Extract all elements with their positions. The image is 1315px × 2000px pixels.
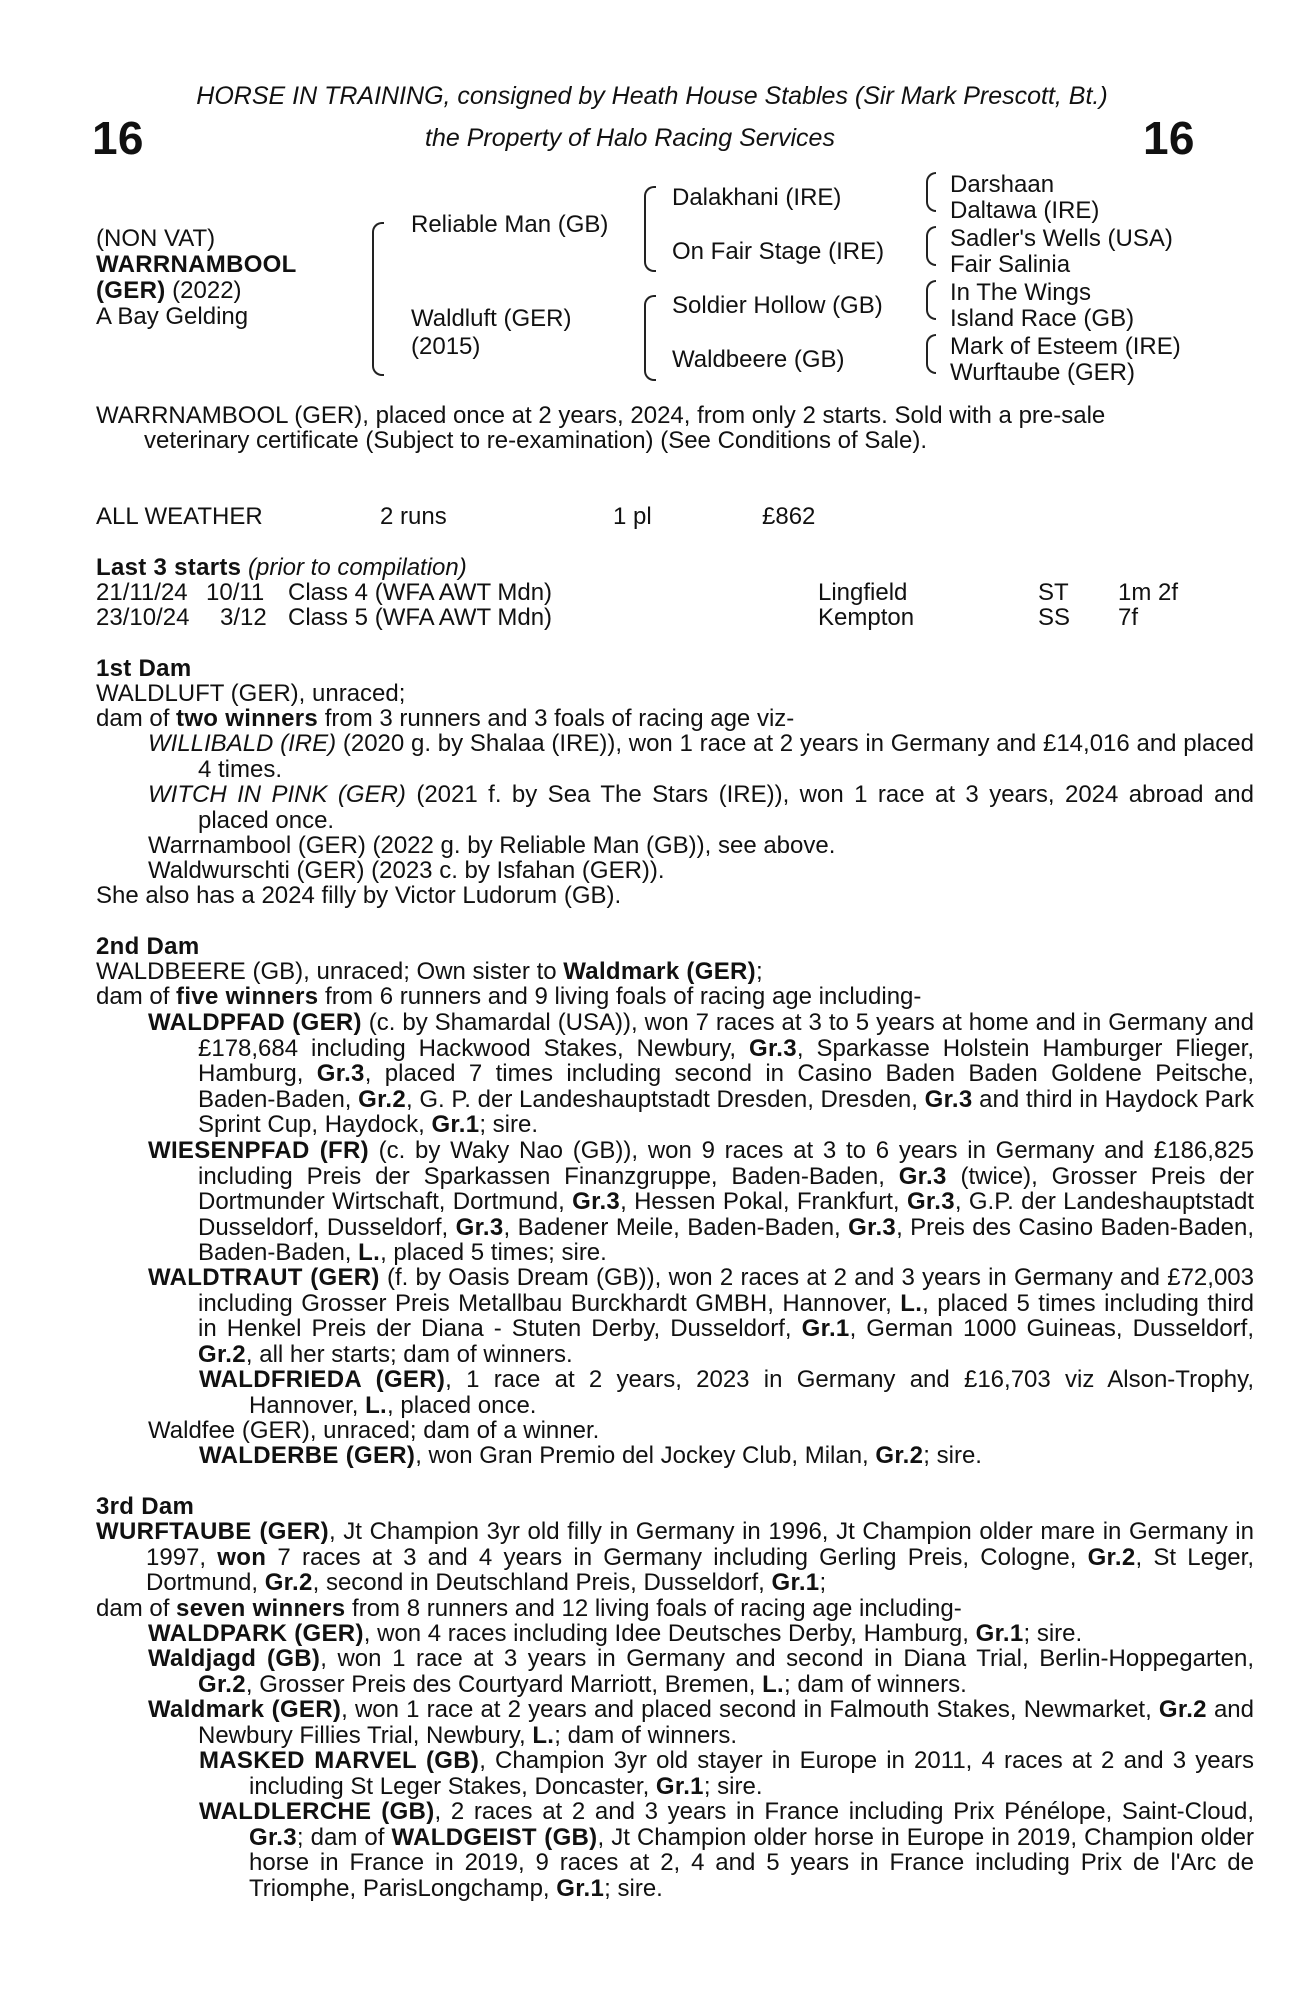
produce-waldjagd: Waldjagd (GB), won 1 race at 3 years in Germany and second in Diana Trial, Berlin-Hoppegarten, Gr.2, Grosser Preis des Courtyard Marriott, Bremen, L.; dam of winners. <box>148 1645 1254 1698</box>
produce-waldmark: Waldmark (GER), won 1 race at 2 years and placed second in Falmouth Stakes, Newmarket, Gr.2 and Newbury Fillies Trial, Newbury, L.; dam of winners. <box>148 1696 1254 1749</box>
produce-waldpfad: WALDPFAD (GER) (c. by Shamardal (USA)), won 7 races at 3 to 5 years at home and in Germany and £178,684 including Hackwood Stakes, Newbury, Gr.3, Sparkasse Holstein Hamburger Flieger, Hamburg, Gr.3, placed 7 times including second in Casino Baden Baden Goldene Peitsche, Baden-Baden, Gr.2, G. P. der Landeshauptstadt Dresden, Dresden, Gr.3 and third in Haydock Park Sprint Cup, Haydock, Gr.1; sire. <box>148 1009 1255 1139</box>
produce-waldlerche: WALDLERCHE (GB), 2 races at 2 and 3 years in France including Prix Pénélope, Saint-Cloud, Gr.3; dam of WALDGEIST (GB), Jt Champion older horse in Europe in 2019, Champion older horse in France in 2019, 9 races at 2, 4 and 5 years in France including Prix de l'Arc de Triomphe, ParisLongchamp, Gr.1; sire. <box>199 1798 1254 1902</box>
summary-line-2: veterinary certificate (Subject to re-examination) (See Conditions of Sale). <box>144 427 928 454</box>
record-placed: 1 pl <box>613 503 652 530</box>
record-runs: 2 runs <box>380 503 447 530</box>
record-surface: ALL WEATHER <box>96 503 263 530</box>
produce-waldtraut: WALDTRAUT (GER) (f. by Oasis Dream (GB)), won 2 races at 2 and 3 years in Germany and £72,003 including Grosser Preis Metallbau Burckhardt GMBH, Hannover, L., placed 5 times including third in Henkel Preis der Diana - Stuten Derby, Dusseldorf, Gr.1, German 1000 Guineas, Dusseldorf, Gr.2, all her starts; dam of winners. <box>148 1264 1255 1368</box>
pedigree-gen3-1: Darshaan <box>950 171 1055 198</box>
start-row-dist: 1m 2f <box>1118 579 1179 606</box>
first-dam-line-1: WALDLUFT (GER), unraced; <box>96 680 406 707</box>
vat-status: (NON VAT) <box>96 225 216 252</box>
consignor-line: HORSE IN TRAINING, consigned by Heath House Stables (Sir Mark Prescott, Bt.) <box>196 82 1108 110</box>
horse-description: A Bay Gelding <box>96 303 249 330</box>
pedigree-gen3-7: Mark of Esteem (IRE) <box>950 333 1181 360</box>
pedigree-sire-dam: On Fair Stage (IRE) <box>672 238 885 265</box>
pedigree-sire-sire: Dalakhani (IRE) <box>672 184 842 211</box>
pedigree-gen3-4: Fair Salinia <box>950 251 1071 278</box>
pedigree-brace-2a <box>644 186 656 272</box>
record-earnings: £862 <box>762 503 816 530</box>
start-row-course: Kempton <box>818 604 915 631</box>
start-row-pos: 3/12 <box>220 604 267 631</box>
second-dam-line-1: WALDBEERE (GB), unraced; Own sister to Waldmark (GER); <box>96 958 763 985</box>
start-row-course: Lingfield <box>818 579 908 606</box>
horse-country: (GER) <box>96 277 166 304</box>
produce-willibald: WILLIBALD (IRE) (2020 g. by Shalaa (IRE)), won 1 race at 2 years in Germany and £14,016 and placed 4 times. <box>148 730 1254 783</box>
produce-witch-in-pink: WITCH IN PINK (GER) (2021 f. by Sea The Stars (IRE)), won 1 race at 3 years, 2024 abroad and placed once. <box>148 781 1254 834</box>
horse-year: (2022) <box>165 277 242 304</box>
pedigree-dam: Waldluft (GER) <box>411 305 572 332</box>
produce-wiesenpfad: WIESENPFAD (FR) (c. by Waky Nao (GB)), won 9 races at 3 to 6 years in Germany and £186,825 including Preis der Sparkassen Finanzgruppe, Baden-Baden, Gr.3 (twice), Grosser Preis der Dortmunder Wirtschaft, Dortmund, Gr.3, Hessen Pokal, Frankfurt, Gr.3, G.P. der Landeshauptstadt Dusseldorf, Dusseldorf, Gr.3, Badener Meile, Baden-Baden, Gr.3, Preis des Casino Baden-Baden, Baden-Baden, L., placed 5 times; sire. <box>148 1137 1255 1267</box>
pedigree-brace-2b <box>644 295 656 381</box>
produce-waldfee: Waldfee (GER), unraced; dam of a winner. <box>148 1417 600 1444</box>
pedigree-gen3-5: In The Wings <box>950 279 1091 306</box>
pedigree-gen3-2: Daltawa (IRE) <box>950 197 1100 224</box>
produce-waldpark: WALDPARK (GER), won 4 races including Idee Deutsches Derby, Hamburg, Gr.1; sire. <box>148 1620 1083 1647</box>
produce-masked-marvel: MASKED MARVEL (GB), Champion 3yr old stayer in Europe in 2011, 4 races at 2 and 3 years including St Leger Stakes, Doncaster, Gr.1; sire. <box>199 1747 1254 1800</box>
start-row-date: 21/11/24 <box>96 579 188 606</box>
start-row-race: Class 4 (WFA AWT Mdn) <box>288 579 553 606</box>
pedigree-gen3-8: Wurftaube (GER) <box>950 359 1135 386</box>
pedigree-dam-dam: Waldbeere (GB) <box>672 346 845 373</box>
pedigree-brace-3b <box>926 226 936 266</box>
start-row-race: Class 5 (WFA AWT Mdn) <box>288 604 553 631</box>
property-line: the Property of Halo Racing Services <box>425 124 835 152</box>
third-dam-line-2: dam of seven winners from 8 runners and 12 living foals of racing age including- <box>96 1595 962 1622</box>
produce-2024-filly: She also has a 2024 filly by Victor Ludorum (GB). <box>96 882 622 909</box>
pedigree-brace-3c <box>926 280 936 320</box>
produce-warrnambool: Warrnambool (GER) (2022 g. by Reliable Man (GB)), see above. <box>148 832 836 859</box>
summary-line-1: WARRNAMBOOL (GER), placed once at 2 years, 2024, from only 2 starts. Sold with a pre-sale <box>96 402 1106 429</box>
first-dam-line-2: dam of two winners from 3 runners and 3 foals of racing age viz- <box>96 705 795 732</box>
pedigree-dam-sire: Soldier Hollow (GB) <box>672 292 883 319</box>
third-dam-heading: 3rd Dam <box>96 1493 195 1520</box>
horse-name: WARRNAMBOOL <box>96 251 297 278</box>
second-dam-heading: 2nd Dam <box>96 933 200 960</box>
lot-number-left: 16 <box>92 112 144 164</box>
pedigree-brace-3d <box>926 334 936 374</box>
second-dam-line-2: dam of five winners from 6 runners and 9 living foals of racing age including- <box>96 983 922 1010</box>
pedigree-brace-3a <box>926 172 936 212</box>
start-row-going: SS <box>1038 604 1071 631</box>
start-row-pos: 10/11 <box>206 579 265 606</box>
pedigree-brace-1 <box>372 222 384 376</box>
start-row-dist: 7f <box>1118 604 1139 631</box>
produce-waldfrieda: WALDFRIEDA (GER), 1 race at 2 years, 2023 in Germany and £16,703 viz Alson-Trophy, Hannover, L., placed once. <box>199 1366 1254 1419</box>
pedigree-gen3-6: Island Race (GB) <box>950 305 1135 332</box>
third-dam-wurftaube: WURFTAUBE (GER), Jt Champion 3yr old filly in Germany in 1996, Jt Champion older mare in Germany in 1997, won 7 races at 3 and 4 years in Germany including Gerling Preis, Cologne, Gr.2, St Leger, Dortmund, Gr.2, second in Deutschland Preis, Dusseldorf, Gr.1; <box>96 1518 1254 1597</box>
lot-number-right: 16 <box>1143 112 1195 164</box>
produce-walderbe: WALDERBE (GER), won Gran Premio del Jockey Club, Milan, Gr.2; sire. <box>199 1442 982 1469</box>
pedigree-sire: Reliable Man (GB) <box>411 211 609 238</box>
start-row-date: 23/10/24 <box>96 604 190 631</box>
horse-name-suffix <box>96 278 242 304</box>
pedigree-dam-year: (2015) <box>411 333 481 360</box>
last-starts-heading: Last 3 starts (prior to compilation) <box>96 554 467 581</box>
start-row-going: ST <box>1038 579 1069 606</box>
produce-waldwurschti: Waldwurschti (GER) (2023 c. by Isfahan (GER)). <box>148 857 665 884</box>
pedigree-gen3-3: Sadler's Wells (USA) <box>950 225 1173 252</box>
first-dam-heading: 1st Dam <box>96 655 192 682</box>
